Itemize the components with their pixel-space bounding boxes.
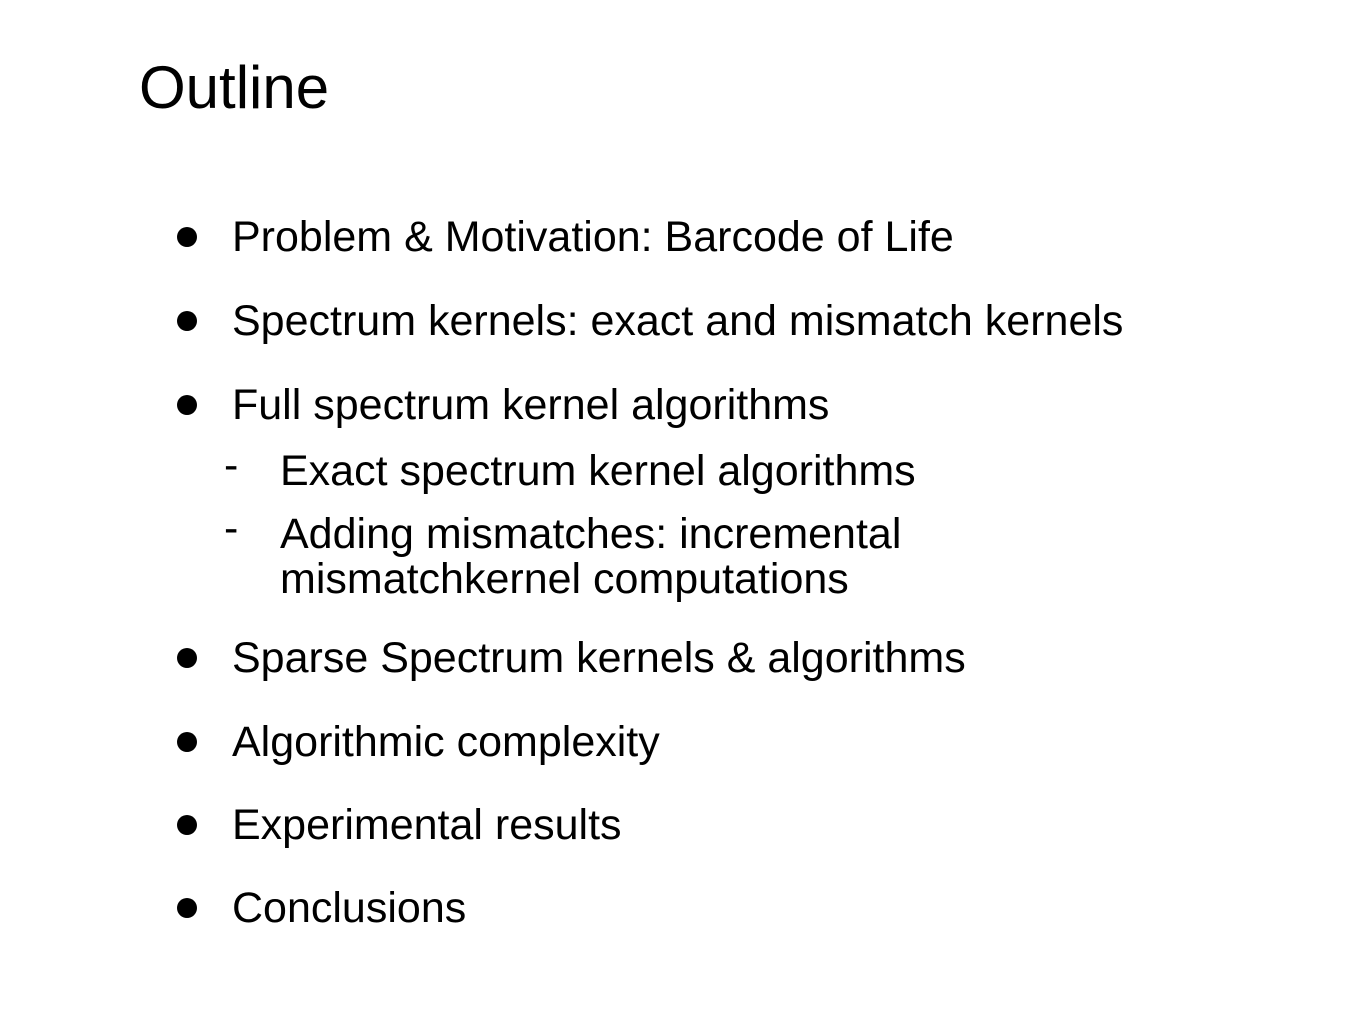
- dash-icon: -: [224, 441, 239, 489]
- sub-list-item-text: Adding mismatches: incremental: [280, 510, 902, 558]
- bullet-icon: [177, 311, 197, 331]
- list-item: [0, 716, 1365, 776]
- list-item-text: Problem & Motivation: Barcode of Life: [232, 213, 954, 261]
- slide-title: Outline: [139, 54, 330, 121]
- list-item-text: Experimental results: [232, 801, 622, 849]
- list-item-text: Conclusions: [232, 884, 467, 932]
- list-item-text: Spectrum kernels: exact and mismatch kernels: [232, 297, 1124, 345]
- list-item: [0, 379, 1365, 439]
- bullet-icon: [177, 227, 197, 247]
- bullet-icon: [177, 648, 197, 668]
- list-item: [0, 211, 1365, 271]
- sub-list-item-text: Exact spectrum kernel algorithms: [280, 447, 916, 495]
- list-item-text: Algorithmic complexity: [232, 718, 660, 766]
- list-item-text: Full spectrum kernel algorithms: [232, 381, 830, 429]
- list-item: [0, 799, 1365, 859]
- bullet-icon: [177, 395, 197, 415]
- list-item-text: Sparse Spectrum kernels & algorithms: [232, 634, 966, 682]
- bullet-icon: [177, 732, 197, 752]
- bullet-icon: [177, 898, 197, 918]
- dash-icon: -: [224, 504, 239, 552]
- bullet-icon: [177, 815, 197, 835]
- list-item: [0, 295, 1365, 355]
- sub-list-item-text-continued: mismatchkernel computations: [280, 555, 849, 603]
- list-item: [0, 632, 1365, 692]
- list-item: [0, 882, 1365, 942]
